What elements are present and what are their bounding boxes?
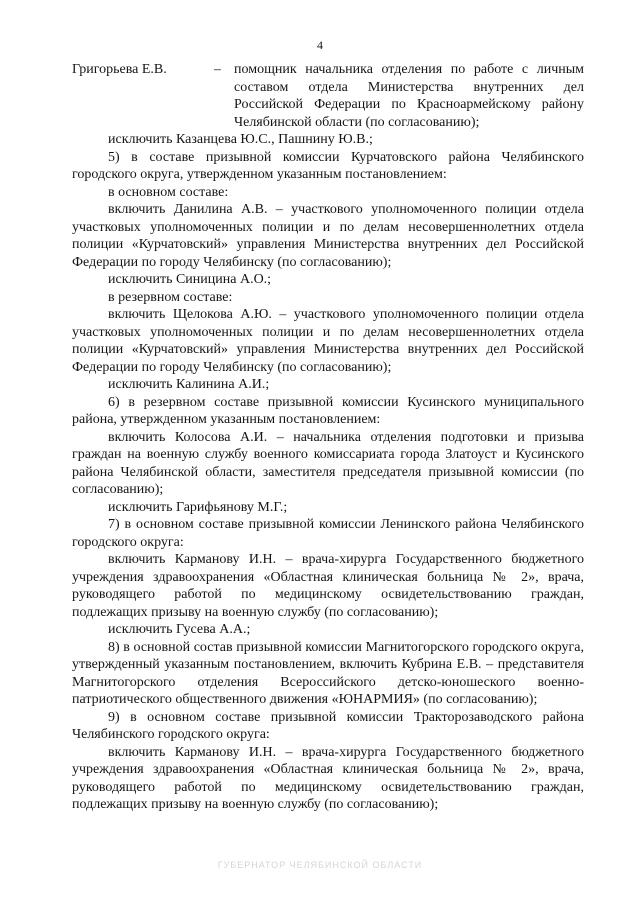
paragraph-reserve-composition: в резервном составе:: [108, 289, 233, 305]
paragraph-include-shchelokov: включить Щелокова А.Ю. – участкового уполномоченного полиции отдела участковых уполномоченных полиции и по делам несовершеннолетних отдела полиции «Курчатовский» управления Министерства внутренних дел Российской Федерации по городу Челябинску (по согласованию);: [72, 307, 584, 375]
paragraph-exclude-kazantsev: исключить Казанцева Ю.С., Пашнину Ю.В.;: [108, 132, 373, 147]
paragraph-item-8: 8) в основной состав призывной комиссии Магнитогорского городского округа, утвержденный указанным постановлением, включить Кубрина Е.В. – представителя Магнитогорского отделения Всероссийского детско-юношеского военно-патриотического общественного движения «ЮНАРМИЯ» (по согласованию);: [72, 639, 584, 707]
paragraph-item-6: 6) в резервном составе призывной комиссии Кусинского муниципального района, утвержденном указанным постановлением:: [72, 394, 584, 427]
paragraph-exclude-sinitsin: исключить Синицина А.О.;: [108, 272, 272, 287]
paragraph-item-7: 7) в основном составе призывной комиссии Ленинского района Челябинского городского округа:: [72, 517, 584, 550]
commission-member-entry: [72, 61, 584, 131]
document-body: [72, 61, 584, 814]
member-name: Григорьева Е.В.: [72, 62, 167, 77]
paragraph-item-5: 5) в составе призывной комиссии Курчатовского района Челябинского городского округа, утвержденном указанным постановлением:: [72, 149, 584, 182]
paragraph-exclude-gusev: исключить Гусева А.А.;: [108, 622, 251, 637]
paragraph-include-karmanova-traktorozavodsky: включить Карманову И.Н. – врача-хирурга Государственного бюджетного учреждения здравоохранения «Областная клиническая больница № 2», врача, руководящего работой по медицинскому освидетельствованию граждан, подлежащих призыву на военную службу (по согласованию);: [72, 744, 584, 812]
paragraph-item-9: 9) в основном составе призывной комиссии Тракторозаводского района Челябинского городского округа:: [72, 709, 584, 742]
page-number: 4: [317, 38, 323, 52]
paragraph-include-danilin: включить Данилина А.В. – участкового уполномоченного полиции отдела участковых уполномоченных полиции и по делам несовершеннолетних отдела полиции «Курчатовский» управления Министерства внутренних дел Российской Федерации по городу Челябинску (по согласованию);: [72, 202, 584, 270]
paragraph-include-karmanova-leninsky: включить Карманову И.Н. – врача-хирурга Государственного бюджетного учреждения здравоохранения «Областная клиническая больница № 2», врача, руководящего работой по медицинскому освидетельствованию граждан, подлежащих призыву на военную службу (по согласованию);: [72, 552, 584, 620]
paragraph-main-composition: в основном составе:: [108, 184, 229, 200]
paragraph-exclude-garifyanova: исключить Гарифьянову М.Г.;: [108, 499, 288, 515]
member-role: помощник начальника отделения по работе с личным составом отдела Министерства внутренних дел Российской Федерации по Красноармейскому району Челябинской области (по согласованию);: [234, 62, 584, 130]
footer-watermark: ГУБЕРНАТОР ЧЕЛЯБИНСКОЙ ОБЛАСТИ: [217, 860, 423, 870]
paragraph-exclude-kalinin: исключить Калинина А.И.;: [108, 377, 270, 392]
paragraph-include-kolosov: включить Колосова А.И. – начальника отделения подготовки и призыва граждан на военную службу военного комиссариата города Златоуст и Кусинского района Челябинской области, заместителя председателя призывной комиссии (по согласованию);: [72, 429, 584, 497]
member-dash: –: [214, 62, 221, 77]
